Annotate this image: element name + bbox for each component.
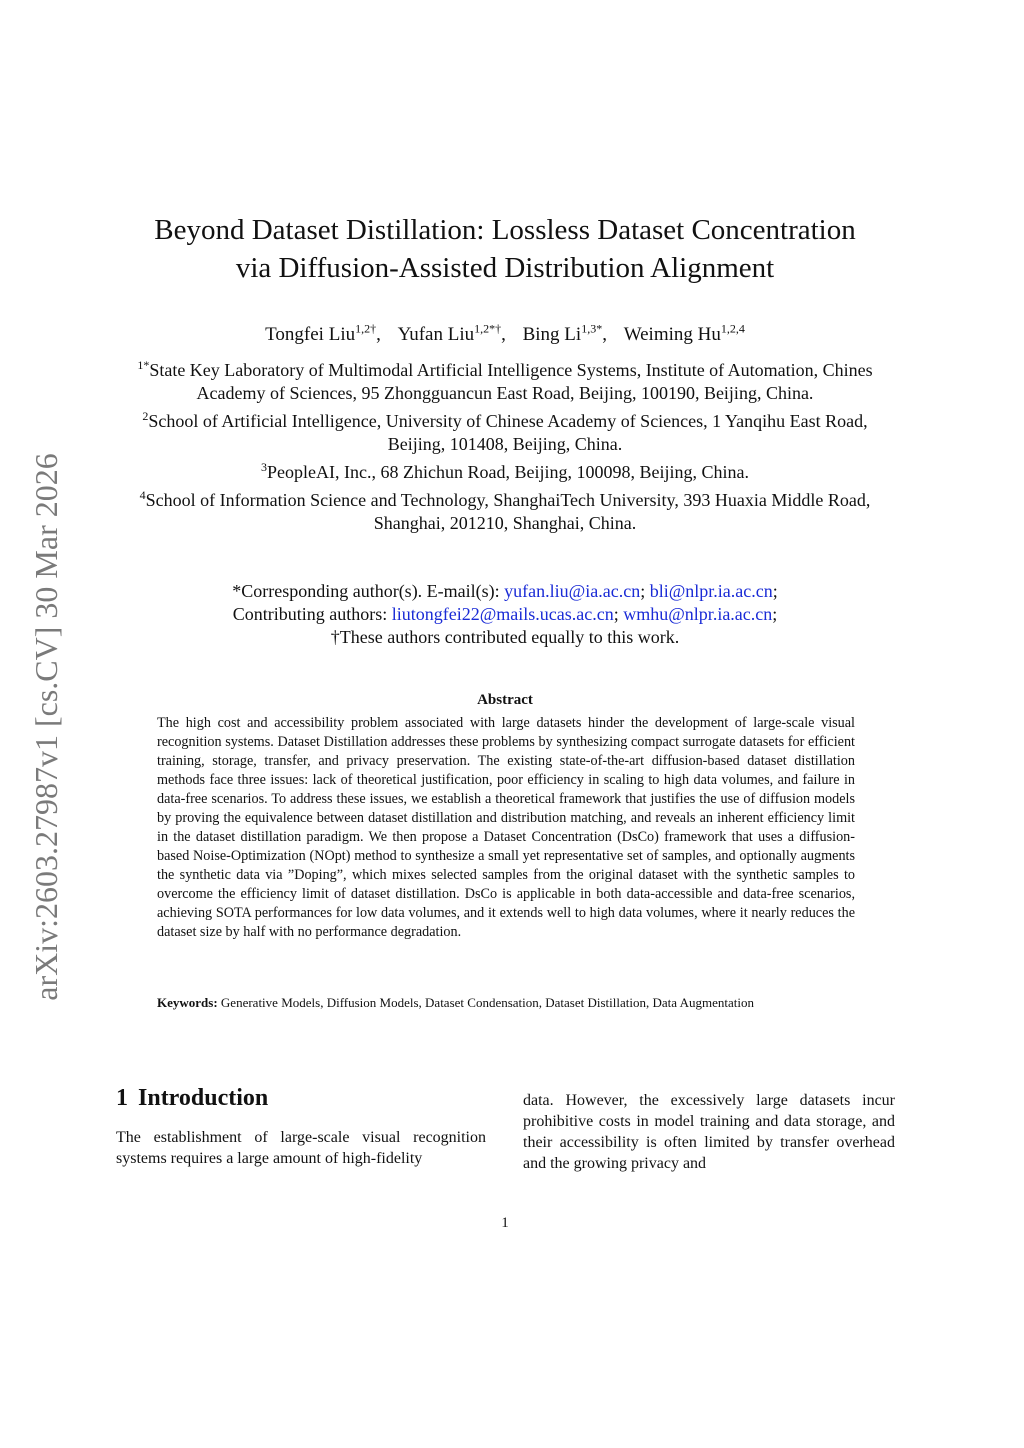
corresponding-authors xyxy=(120,580,890,603)
affiliation-mark: 2 xyxy=(142,409,149,423)
keywords-text: Generative Models, Diffusion Models, Dataset Condensation, Dataset Distillation, Data Augmentation xyxy=(220,995,754,1010)
paper-title xyxy=(120,211,890,287)
author-name: Tongfei Liu xyxy=(265,324,356,346)
email-link[interactable]: yufan.liu@ia.ac.cn xyxy=(504,581,641,601)
author-name: Yufan Liu xyxy=(397,324,475,346)
title-line-2: via Diffusion-Assisted Distribution Alignment xyxy=(235,252,775,284)
affiliation-list xyxy=(120,354,890,535)
author-affiliation-marks: 1,2† xyxy=(355,322,377,336)
affiliation-text: PeopleAI, Inc., 68 Zhichun Road, Beijing, 100098, Beijing, China. xyxy=(267,462,749,482)
author-affiliation-marks: 1,3* xyxy=(581,322,603,336)
affiliation-text: State Key Laboratory of Multimodal Artificial Intelligence Systems, Institute of Automation, Chines Academy of Sciences, 95 Zhongguancun East Road, Beijing, 100190, Beijing, China. xyxy=(149,360,873,403)
affiliation xyxy=(120,484,890,535)
author-name: Weiming Hu xyxy=(623,324,721,346)
contributing-label: Contributing authors: xyxy=(232,604,388,624)
section-heading xyxy=(116,1082,268,1114)
email-separator: ; xyxy=(613,604,619,624)
corresponding-label: *Corresponding author(s). E-mail(s): xyxy=(232,581,500,601)
email-separator: ; xyxy=(640,581,646,601)
title-line-1: Beyond Dataset Distillation: Lossless Dataset Concentration xyxy=(154,214,856,246)
author: Bing $Li^{1,3*}$, xyxy=(522,322,607,346)
affiliation-text: School of Information Science and Technology, ShanghaiTech University, 393 Huaxia Middle Road, Shanghai, 201210, Shanghai, China. xyxy=(145,490,871,533)
email-link[interactable]: liutongfei22@mails.ucas.ac.cn xyxy=(391,604,614,624)
keywords-label: Keywords: xyxy=(157,995,218,1010)
email-separator: ; xyxy=(772,604,778,624)
affiliation xyxy=(120,354,890,405)
section-number: 1 xyxy=(116,1085,128,1111)
email-link[interactable]: wmhu@nlpr.ia.ac.cn xyxy=(623,604,773,624)
abstract-heading: Abstract xyxy=(477,692,533,708)
email-link[interactable]: bli@nlpr.ia.ac.cn xyxy=(649,581,773,601)
author: Yufan Liu$^{1,2*\dagger}$, xyxy=(397,322,506,346)
affiliation-text: School of Artificial Intelligence, University of Chinese Academy of Sciences, 1 Yanqihu East Road, Beijing, 101408, Beijing, China. xyxy=(148,411,868,454)
affiliation xyxy=(120,456,890,484)
intro-text-right-column: data. However, the excessively large datasets incur prohibitive costs in model training and data storage, and their accessibility is often limited by transfer overhead and the growing privacy and xyxy=(523,1092,895,1172)
keywords xyxy=(157,994,855,1011)
contact-block xyxy=(120,580,890,649)
affiliation xyxy=(120,405,890,456)
author-affiliation-marks: 1,2*† xyxy=(474,322,502,336)
equal-contribution-note: †These authors contributed equally to this work. xyxy=(330,627,680,647)
author-affiliation-marks: 1,2,4 xyxy=(720,322,745,336)
intro-text-left-column: The establishment of large-scale visual recognition systems requires a large amount of high-fidelity xyxy=(116,1129,486,1167)
author xyxy=(624,324,745,345)
abstract-text: The high cost and accessibility problem associated with large datasets hinder the development of large-scale visual recognition systems. Dataset Distillation addresses these problems by synthesizing compact surrogate datasets for efficient training, storage, transfer, and privacy preservation. The existing state-of-the-art diffusion-based dataset distillation methods face three issues: lack of theoretical justification, poor efficiency in scaling to high data volumes, and failure in data-free scenarios. To address these issues, we establish a theoretical framework that justifies the use of diffusion models by proving the equivalence between dataset distillation and distribution matching, and reveals an inherent efficiency limit in the dataset distillation paradigm. We then propose a Dataset Concentration (DsCo) framework that uses a diffusion-based Noise-Optimization (NOpt) method to synthesize a small yet representative set of samples, and optionally augments the synthetic data via ”Doping”, which mixes selected samples from the original dataset with the synthetic samples to overcome the efficiency limit of dataset distillation. DsCo is applicable in both data-accessible and data-free scenarios, achieving SOTA performances for low data volumes, and it extends well to high data volumes, where it nearly reduces the dataset size by half with no performance degradation. xyxy=(157,715,855,940)
author-list xyxy=(120,316,890,348)
section-title: Introduction xyxy=(138,1085,269,1111)
page-number: 1 xyxy=(501,1215,509,1231)
affiliation-mark: 4 xyxy=(139,488,146,502)
affiliation-mark: 1* xyxy=(137,358,150,372)
contributing-authors xyxy=(120,603,890,626)
author-name: Bing Li xyxy=(522,324,582,346)
affiliation-mark: 3 xyxy=(261,460,268,474)
email-separator: ; xyxy=(772,581,778,601)
arxiv-identifier: arXiv:2603.27987v1 [cs.CV] 30 Mar 2026 xyxy=(28,453,64,1001)
author: Tongfei Liu$^{1,2\dagger}$, xyxy=(265,322,381,346)
